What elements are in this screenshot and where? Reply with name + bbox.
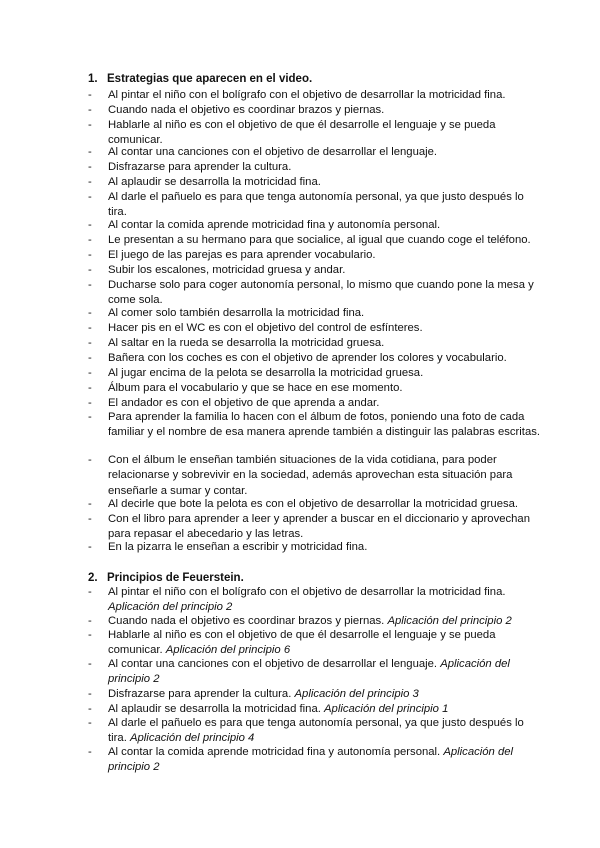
item-text: Hablarle al niño es con el objetivo de que él desarrolle el lenguaje y se pueda comunicar. xyxy=(108,629,496,657)
list-item xyxy=(88,321,540,336)
list-item-text xyxy=(108,687,540,702)
item-text: Al contar la comida aprende motricidad fina y autonomía personal. xyxy=(108,746,444,758)
bullet-dash: - xyxy=(88,352,92,364)
list-item xyxy=(88,745,540,776)
list-item-text: Cuando nada el objetivo es coordinar brazos y piernas. xyxy=(108,104,385,116)
list-item-text: El andador es con el objetivo de que aprenda a andar. xyxy=(108,397,380,409)
list-item-text: Con el álbum le enseñan también situaciones de la vida cotidiana, para poder relacionarse y sobrevivir en la sociedad, además aprovechan esta situación para enseñarle a sumar y contar. xyxy=(108,454,513,497)
bullet-dash: - xyxy=(88,337,92,349)
bullet-dash: - xyxy=(88,411,92,423)
list-item-text xyxy=(108,628,540,659)
bullet-dash: - xyxy=(88,382,92,394)
item-text: Al aplaudir se desarrolla la motricidad fina. xyxy=(108,703,325,715)
item-text: Al contar una canciones con el objetivo de desarrollar el lenguaje. xyxy=(108,658,441,670)
list-item xyxy=(88,366,540,381)
list-item xyxy=(88,175,540,190)
list-item xyxy=(88,263,540,278)
bullet-dash: - xyxy=(88,119,92,131)
principle-note: Aplicación del principio 1 xyxy=(324,703,449,715)
list-item-text: Al saltar en la rueda se desarrolla la motricidad gruesa. xyxy=(108,337,385,349)
bullet-dash: - xyxy=(88,146,92,158)
list-item xyxy=(88,145,540,160)
principle-note: Aplicación del principio 4 xyxy=(129,732,255,745)
item-text: Al darle el pañuelo es para que tenga autonomía personal, ya que justo después lo tira. xyxy=(108,717,524,745)
principle-note: Aplicación del principio 6 xyxy=(165,644,291,657)
list-item-text: Al aplaudir se desarrolla la motricidad fina. xyxy=(108,176,321,188)
list-item-text: Para aprender la familia lo hacen con el álbum de fotos, poniendo una foto de cada familiar y el nombre de esa manera aprende también a distinguir las palabras escritas. xyxy=(108,411,541,439)
list-item xyxy=(88,657,540,688)
list-item xyxy=(88,306,540,321)
list-item xyxy=(88,585,540,616)
bullet-dash: - xyxy=(88,703,92,715)
section-1-heading xyxy=(88,72,312,87)
section-2-heading xyxy=(88,571,244,586)
bullet-dash: - xyxy=(88,615,92,627)
list-item xyxy=(88,628,540,659)
list-item xyxy=(88,218,540,233)
bullet-dash: - xyxy=(88,541,92,553)
item-text: Al pintar el niño con el bolígrafo con el objetivo de desarrollar la motricidad fina. xyxy=(108,586,506,598)
list-item xyxy=(88,540,540,555)
bullet-dash: - xyxy=(88,454,92,466)
list-item xyxy=(88,278,540,309)
bullet-dash: - xyxy=(88,586,92,598)
section-2-title: Principios de Feuerstein. xyxy=(107,572,244,584)
principle-note: Aplicación del principio 3 xyxy=(294,688,419,700)
bullet-dash: - xyxy=(88,234,92,246)
list-item xyxy=(88,687,540,702)
list-item-text: Al pintar el niño con el bolígrafo con el objetivo de desarrollar la motricidad fina. xyxy=(108,89,506,101)
list-item xyxy=(88,190,540,221)
list-item-text: Con el libro para aprender a leer y aprender a buscar en el diccionario y aprovechan para repasar el abecedario y las letras. xyxy=(108,513,531,541)
list-item xyxy=(88,453,540,499)
bullet-dash: - xyxy=(88,176,92,188)
bullet-dash: - xyxy=(88,219,92,231)
list-item-text: Al darle el pañuelo es para que tenga autonomía personal, ya que justo después lo tira. xyxy=(108,191,524,219)
list-item xyxy=(88,336,540,351)
principle-note: Aplicación del principio 2 xyxy=(108,601,233,614)
list-item-text: Al jugar encima de la pelota se desarrolla la motricidad gruesa. xyxy=(108,367,424,379)
list-item xyxy=(88,103,540,118)
bullet-dash: - xyxy=(88,104,92,116)
section-1-title: Estrategias que aparecen en el video. xyxy=(107,73,313,85)
item-text: Cuando nada el objetivo es coordinar brazos y piernas. xyxy=(108,615,388,627)
list-item-text xyxy=(108,657,540,688)
list-item xyxy=(88,497,540,512)
bullet-dash: - xyxy=(88,161,92,173)
bullet-dash: - xyxy=(88,629,92,641)
bullet-dash: - xyxy=(88,658,92,670)
principle-note: Aplicación del principio 2 xyxy=(108,658,510,686)
list-item xyxy=(88,248,540,263)
list-item-text: Bañera con los coches es con el objetivo de aprender los colores y vocabulario. xyxy=(108,352,507,364)
list-item-text: Al comer solo también desarrolla la motricidad fina. xyxy=(108,307,365,319)
bullet-dash: - xyxy=(88,307,92,319)
bullet-dash: - xyxy=(88,264,92,276)
principle-note: Aplicación del principio 2 xyxy=(387,615,512,627)
list-item-text: El juego de las parejas es para aprender vocabulario. xyxy=(108,249,376,261)
list-item-text xyxy=(108,745,540,776)
bullet-dash: - xyxy=(88,89,92,101)
list-item-text: Subir los escalones, motricidad gruesa y andar. xyxy=(108,264,346,276)
list-item-text: Al contar la comida aprende motricidad fina y autonomía personal. xyxy=(108,219,441,231)
list-item-text xyxy=(108,716,540,747)
list-item-text: Ducharse solo para coger autonomía personal, lo mismo que cuando pone la mesa y come sola. xyxy=(108,279,534,307)
bullet-dash: - xyxy=(88,688,92,700)
list-item xyxy=(88,410,540,441)
bullet-dash: - xyxy=(88,397,92,409)
list-item-text: Hablarle al niño es con el objetivo de que él desarrolle el lenguaje y se pueda comunicar. xyxy=(108,119,496,147)
section-2-number: 2. xyxy=(88,572,98,584)
list-item-text: Le presentan a su hermano para que socialice, al igual que cuando coge el teléfono. xyxy=(108,234,531,246)
bullet-dash: - xyxy=(88,367,92,379)
list-item xyxy=(88,381,540,396)
list-item xyxy=(88,88,540,103)
principle-note: Aplicación del principio 2 xyxy=(108,746,514,774)
bullet-dash: - xyxy=(88,498,92,510)
item-text: Disfrazarse para aprender la cultura. xyxy=(108,688,295,700)
list-item-text: Hacer pis en el WC es con el objetivo del control de esfínteres. xyxy=(108,322,423,334)
list-item xyxy=(88,716,540,747)
bullet-dash: - xyxy=(88,322,92,334)
bullet-dash: - xyxy=(88,279,92,291)
list-item-text xyxy=(108,585,540,616)
bullet-dash: - xyxy=(88,513,92,525)
bullet-dash: - xyxy=(88,249,92,261)
bullet-dash: - xyxy=(88,191,92,203)
list-item xyxy=(88,512,540,543)
section-1-number: 1. xyxy=(88,73,98,85)
list-item xyxy=(88,233,540,248)
list-item-text: Álbum para el vocabulario y que se hace en ese momento. xyxy=(108,382,403,394)
list-item-text: En la pizarra le enseñan a escribir y motricidad fina. xyxy=(108,541,368,553)
list-item xyxy=(88,160,540,175)
list-item xyxy=(88,351,540,366)
bullet-dash: - xyxy=(88,717,92,729)
list-item-text: Al contar una canciones con el objetivo de desarrollar el lenguaje. xyxy=(108,146,438,158)
bullet-dash: - xyxy=(88,746,92,758)
list-item-text: Al decirle que bote la pelota es con el objetivo de desarrollar la motricidad gruesa. xyxy=(108,498,519,510)
list-item-text: Disfrazarse para aprender la cultura. xyxy=(108,161,292,173)
